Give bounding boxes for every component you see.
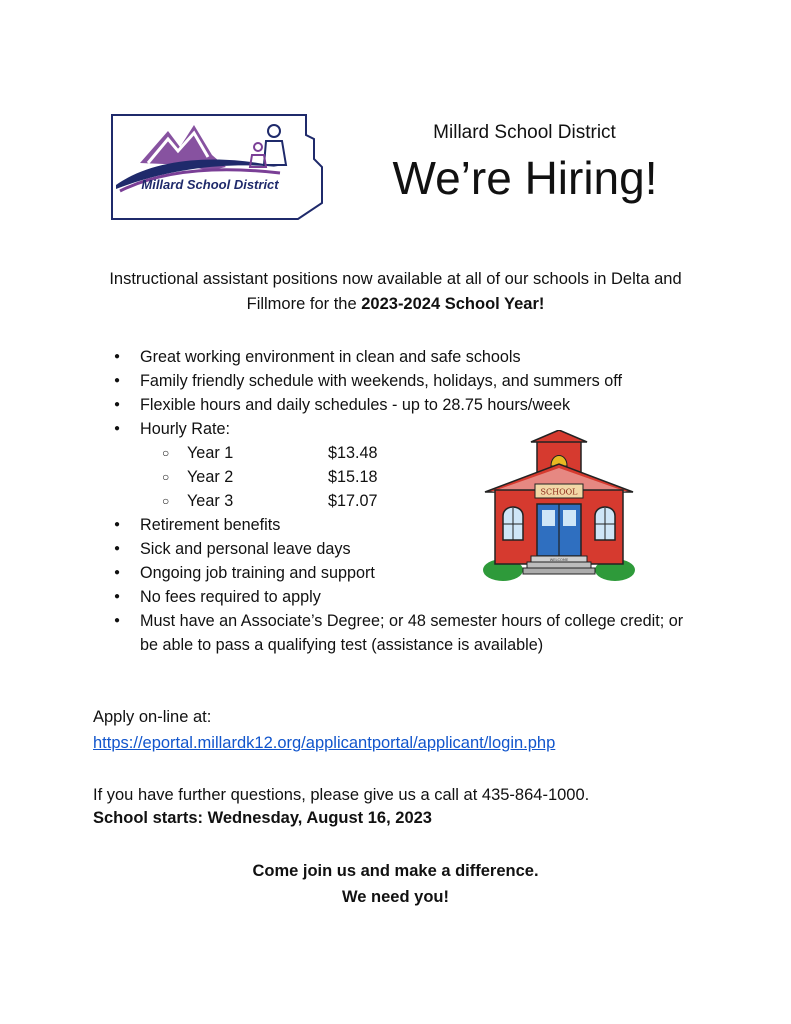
contact-text: If you have further questions, please give us a call at 435-864-1000. <box>93 786 590 804</box>
closing-line-2: We need you! <box>342 888 449 906</box>
rate-year: Year 2 <box>187 468 234 486</box>
school-year-highlight: 2023-2024 School Year! <box>361 295 545 313</box>
rate-value: $15.18 <box>328 468 378 486</box>
school-start-date: School starts: Wednesday, August 16, 2023 <box>93 809 432 827</box>
intro-paragraph <box>80 267 711 317</box>
welcome-mat-text: WELCOME <box>549 558 569 562</box>
rate-value: $13.48 <box>328 444 378 462</box>
rate-year: Year 3 <box>187 492 234 510</box>
logo-wordmark: Millard School District <box>141 177 279 192</box>
apply-label: Apply on-line at: <box>93 708 212 726</box>
intro-text: Instructional assistant positions now available at all of our schools in Delta and Fillmore for the <box>109 270 682 313</box>
rate-year: Year 1 <box>187 444 234 462</box>
list-item: ● Ongoing job training and support <box>112 561 692 585</box>
rate-value: $17.07 <box>328 492 378 510</box>
school-sign-text: SCHOOL <box>540 487 578 497</box>
hourly-rate-label: Hourly Rate: <box>140 420 230 438</box>
closing-line-1: Come join us and make a difference. <box>252 862 539 880</box>
apply-link[interactable]: https://eportal.millardk12.org/applicantportal/applicant/login.php <box>93 734 556 752</box>
closing-message <box>80 858 711 910</box>
list-item: ● Sick and personal leave days <box>112 537 692 561</box>
schoolhouse-illustration <box>481 430 637 586</box>
district-logo <box>108 111 328 223</box>
list-item: ● Great working environment in clean and safe schools <box>112 345 692 369</box>
list-item: ● Family friendly schedule with weekends, holidays, and summers off <box>112 369 692 393</box>
organization-name: Millard School District <box>433 122 616 143</box>
list-item: ● No fees required to apply <box>112 585 692 609</box>
list-item: ● Retirement benefits <box>112 513 692 537</box>
list-item: ● Flexible hours and daily schedules - up to 28.75 hours/week <box>112 393 692 417</box>
list-item: ● Must have an Associate’s Degree; or 48 semester hours of college credit; or be able to pass a qualifying test (assistance is available) <box>112 609 692 657</box>
page-title: We’re Hiring! <box>392 152 658 204</box>
